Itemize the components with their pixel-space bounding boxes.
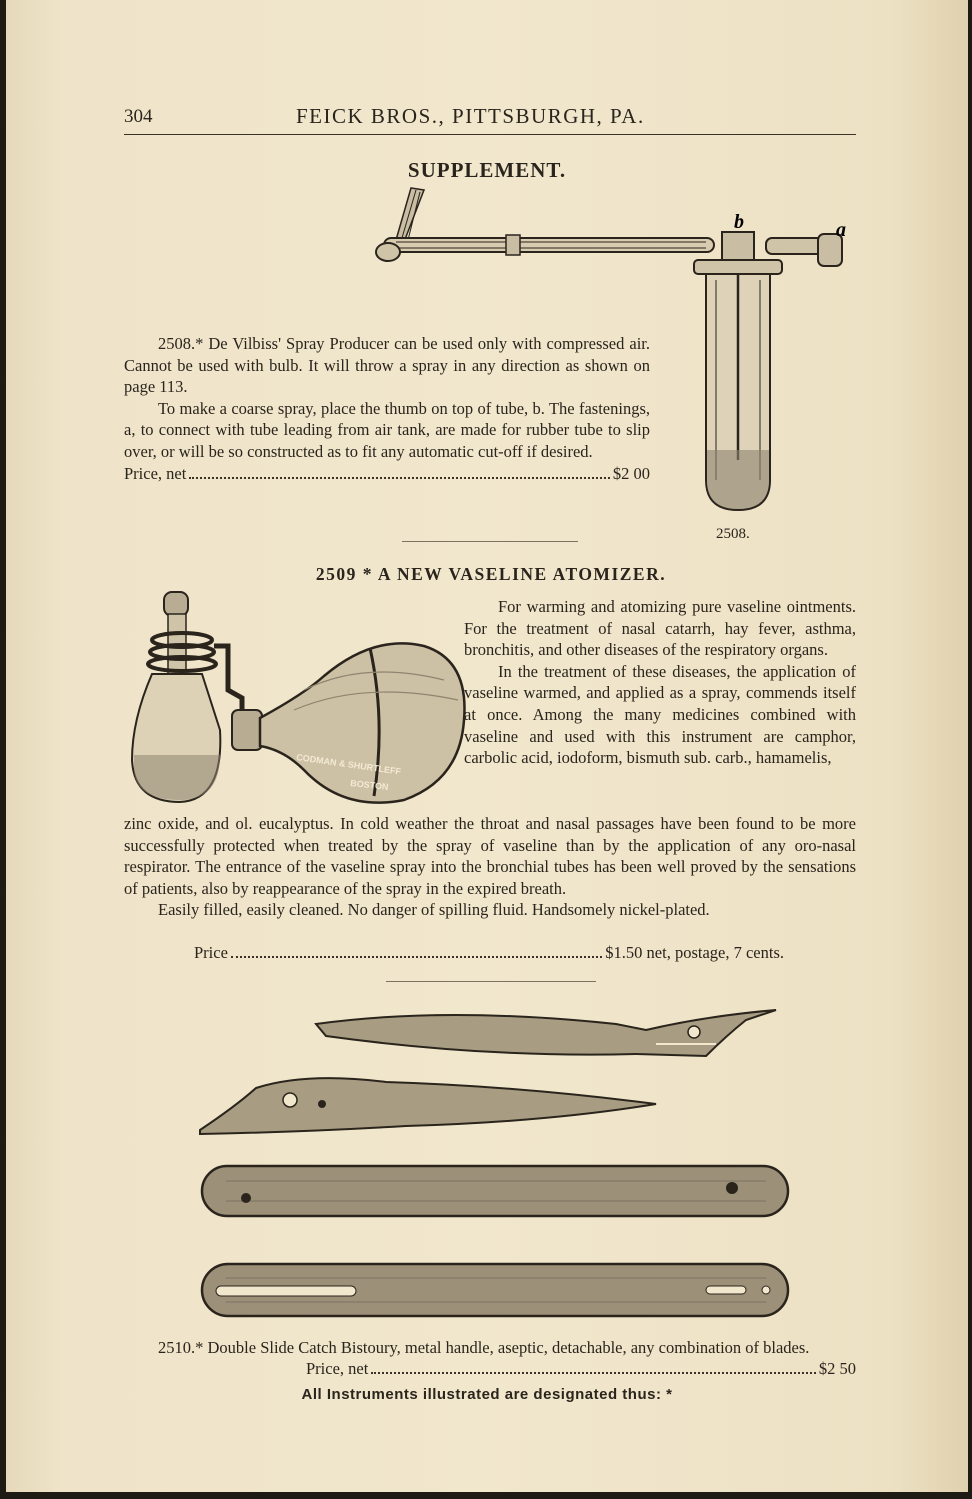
bistoury-blade-curved <box>316 1010 776 1056</box>
bistoury-blade-straight <box>200 1078 656 1134</box>
item-2510-text: 2510.* Double Slide Catch Bistoury, metal handle, aseptic, detachable, any combination of blades. <box>158 1338 810 1357</box>
bistoury-handle-upper <box>202 1166 788 1216</box>
divider <box>402 541 578 542</box>
item-2510-price-label: Price, net <box>306 1359 369 1378</box>
item-2509-paragraph-3: Easily filled, easily cleaned. No danger of spilling fluid. Handsomely nickel-plated. <box>158 900 710 920</box>
item-2509-price-label: Price <box>194 943 228 962</box>
bistoury-illustration <box>186 996 806 1326</box>
item-2508-paragraph-2 <box>124 398 650 484</box>
bulb-imprint-city: BOSTON <box>349 778 389 792</box>
item-2509-paragraph-1: For warming and atomizing pure vaseline ointments. For the treatment of nasal catarrh, hay fever, asthma, bronchitis, and other diseases of the respiratory organs. <box>464 597 856 660</box>
item-2508-price-line <box>124 463 650 485</box>
running-title: FEICK BROS., PITTSBURGH, PA. <box>296 104 645 128</box>
catalog-page <box>6 0 968 1492</box>
item-2509-price-line <box>194 942 784 964</box>
page-number: 304 <box>124 106 153 127</box>
vaseline-atomizer-illustration <box>124 590 469 812</box>
header-rule <box>124 134 856 135</box>
item-2509-full-text <box>124 813 856 921</box>
item-2508-paragraph-1: 2508.* De Vilbiss' Spray Producer can be used only with compressed air. Cannot be used with bulb. It will throw a spray in any direction as shown on page 113. <box>124 334 650 397</box>
item-2509-paragraph-2-continued: zinc oxide, and ol. eucalyptus. In cold weather the throat and nasal passages have been found to be more successfully protected when treated by the spray of vaseline than by the application of any oro-nasal respirator. The entrance of the vaseline spray into the bronchial tubes has been well proved by the sensations of patients, also by reappearance of the spray in the expired breath. <box>124 814 856 898</box>
item-2509-price: $1.50 net, postage, 7 cents. <box>605 943 784 962</box>
item-2508-paragraph-2-text: To make a coarse spray, place the thumb on top of tube, b. The fastenings, a, to connect with tube leading from air tank, are made for rubber tube to slip over, or will be so constructed as to fit any automatic cut-off if desired. <box>124 398 650 461</box>
item-2509-paragraph-2-start: In the treatment of these diseases, the application of vaseline warmed, and applied as a spray, commends itself at once. Among the many medicines combined with vaseline and used with this instrument are camphor, carbolic acid, iodoform, bismuth sub. carb., hamamelis, <box>464 661 856 768</box>
item-2510-price-line <box>306 1358 856 1380</box>
item-2509-heading: 2509 * A NEW VASELINE ATOMIZER. <box>315 564 667 584</box>
supplement-heading: SUPPLEMENT. <box>407 158 567 182</box>
item-2508-description <box>124 333 650 484</box>
footer-note: All Instruments illustrated are designated thus: * <box>301 1386 673 1403</box>
figure-letter-b: b <box>734 211 744 233</box>
figure-letter-a: a <box>836 219 846 241</box>
bulb-imprint-maker: CODMAN & SHURTLEFF <box>295 752 402 777</box>
item-2510-description <box>124 1337 856 1359</box>
item-2508-price-label: Price, net <box>124 463 187 483</box>
item-2509-side-text <box>464 596 856 769</box>
divider <box>386 981 596 982</box>
figure-label-2508: 2508. <box>716 526 750 542</box>
item-2510-price: $2 50 <box>818 1359 856 1378</box>
item-2508-price: $2 00 <box>612 463 650 483</box>
